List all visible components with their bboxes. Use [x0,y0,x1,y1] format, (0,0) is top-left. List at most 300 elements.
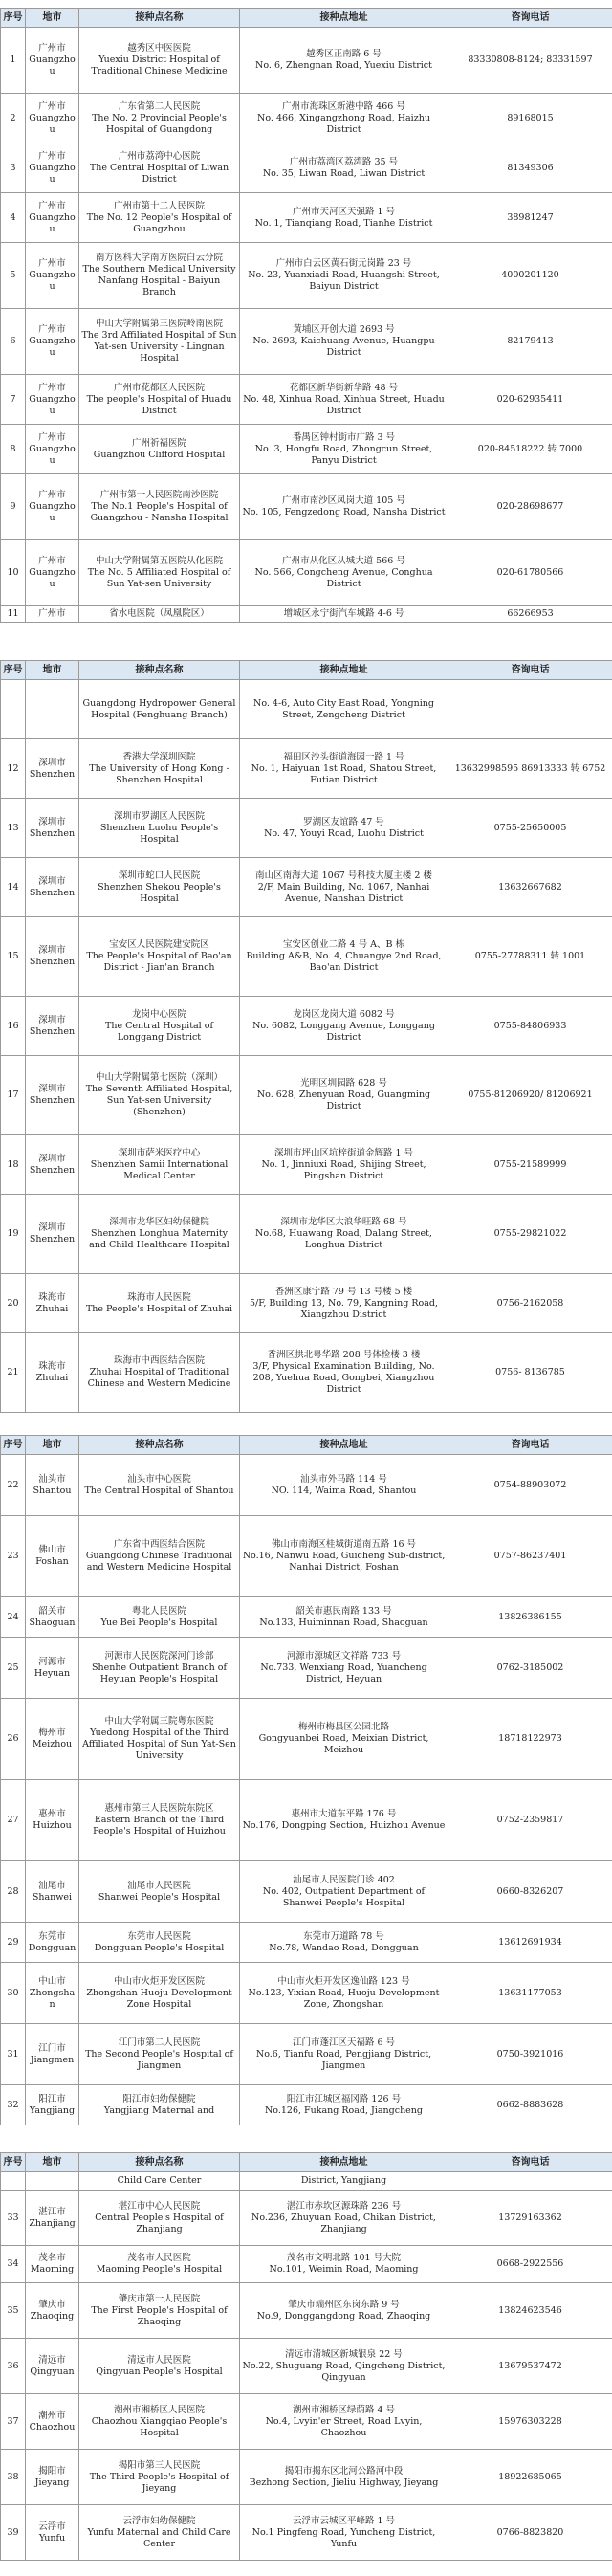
site-address-cell [240,2505,448,2561]
site-name-cell [79,1923,240,1963]
site-address-zh: 黄埔区开创大道 2693 号 [293,324,395,335]
city-name-en: Shenzhen [29,1095,76,1106]
table-row [1,2246,612,2283]
city-name-zh: 汕头市 [38,1473,66,1485]
city-name-en: Shenzhen [29,1234,76,1244]
site-name-zh: 深圳市龙华区妇幼保健院 [109,1217,209,1227]
site-address-zh: 东莞市万道路 78 号 [303,1930,384,1942]
phone-cell: 13824623546 [448,2283,612,2339]
site-name-zh: 江门市第二人民医院 [118,2037,201,2048]
site-address-cell [240,1516,448,1597]
city-cell [26,2283,79,2339]
city-name-en: Qingyuan [30,2366,75,2377]
site-name-en: The No. 5 Affiliated Hospital of Sun Yat-sen University [87,567,231,589]
site-address-zh: 光明区圳园路 628 号 [300,1078,387,1089]
phone-cell: 13679537472 [448,2339,612,2394]
site-name-cell [79,1597,240,1638]
site-address-zh: 汕尾市人民医院门诊 402 [293,1874,395,1885]
site-name-zh: 宝安区人民医院建安院区 [109,939,209,950]
row-number: 18 [1,1135,26,1195]
site-address-zh: 湛江市赤坎区源珠路 236 号 [286,2200,402,2212]
city-cell [26,425,79,474]
city-cell [26,1056,79,1135]
site-name-zh: 中山市火炬开发区医院 [113,1975,205,1987]
site-address-en: No. 4-6, Auto City East Road, Yongning Street, Zengcheng District [253,697,434,720]
table-row [1,2505,612,2561]
vaccination-sites-table [0,2152,612,2561]
row-number: 14 [1,858,26,917]
city-name-zh: 广州市 [38,150,66,162]
row-number: 32 [1,2085,26,2125]
row-number: 6 [1,309,26,375]
site-name-cell [79,858,240,917]
site-name-cell [79,94,240,143]
site-address-zh: 梅州市梅县区公园北路 [297,1722,389,1732]
site-name-cell [79,799,240,858]
row-number: 20 [1,1274,26,1333]
city-name-en: Huizhou [33,1820,72,1831]
row-number: 33 [1,2191,26,2246]
row-number: 15 [1,917,26,997]
site-name-cell [79,2394,240,2450]
site-name-cell [79,2191,240,2246]
city-name-en: Shenzhen [29,827,76,839]
table-row [1,2283,612,2339]
phone-cell: 0752-2359817 [448,1780,612,1861]
city-cell [26,309,79,375]
city-cell [26,2191,79,2246]
site-name-zh: 龙岗中心医院 [131,1008,186,1020]
site-name-zh: 省水电医院（凤凰院区） [109,608,209,619]
site-name-cell [79,309,240,375]
city-cell [26,2246,79,2283]
site-address-zh: 阳江市江城区福冈路 126 号 [286,2093,402,2104]
phone-cell: 0750-3921016 [448,2024,612,2085]
site-name-cell [79,193,240,243]
site-name-zh: 广东省第二人民医院 [118,100,201,112]
column-header-no: 序号 [1,661,26,680]
site-name-cell [79,1274,240,1333]
phone-cell: 81349306 [448,143,612,193]
site-name-en: Shenzhen Shekou People's Hospital [98,881,221,904]
site-name-en: Zhongshan Huoju Development Zone Hospital [86,1987,232,2010]
city-name-zh: 韶关市 [38,1605,66,1617]
column-header-phone: 咨询电话 [448,2153,612,2172]
site-name-en: The Seventh Affiliated Hospital, Sun Yat-sen University (Shenzhen) [85,1084,233,1117]
header-row [1,2153,612,2172]
phone-cell: 0762-3185002 [448,1638,612,1699]
city-name-zh: 广州市 [38,556,66,566]
site-address-en: No.16, Nanwu Road, Guicheng Sub-district, Nanhai District, Foshan [242,1551,446,1573]
table-row [1,1135,612,1195]
table-row [1,425,612,474]
city-name-en: Zhongshan [29,1987,76,2010]
site-name-cell [79,1861,240,1923]
site-address-zh: 惠州市大道东平路 176 号 [291,1809,397,1819]
site-address-cell [240,1455,448,1516]
column-header-no: 序号 [1,1436,26,1455]
site-name-cell [79,425,240,474]
table-row [1,540,612,606]
table-row [1,858,612,917]
column-header-city: 地市 [26,9,79,28]
site-name-zh: 广东省中西医结合医院 [113,1539,205,1550]
row-number: 35 [1,2283,26,2339]
site-address-en: No. 105, Fengzedong Road, Nansha District [242,507,446,517]
city-name-en: Guangzhou [29,567,76,589]
site-name-cell [79,1195,240,1274]
site-name-zh: 珠海市人民医院 [127,1291,191,1303]
row-number: 39 [1,2505,26,2561]
site-address-en: No. 466, Xingangzhong Road, Haizhu District [257,112,430,135]
site-name-en: Child Care Center [117,2175,202,2186]
city-name-en: Heyuan [33,1667,71,1679]
phone-cell: 0755-84806933 [448,997,612,1056]
site-name-zh: 惠州市第三人民医院东院区 [104,1803,214,1814]
column-header-phone: 咨询电话 [448,1436,612,1455]
site-name-en: Guangdong Hydropower General Hospital (Fenghuang Branch) [82,697,236,720]
phone-cell: 38981247 [448,193,612,243]
city-name-zh: 广州市 [38,431,66,443]
site-name-zh: 香港大学深圳医院 [122,751,196,762]
city-name-zh: 深圳市 [38,1084,66,1094]
city-cell [26,375,79,425]
city-name-zh: 佛山市 [38,1545,66,1555]
site-name-en: Shanwei People's Hospital [98,1891,221,1903]
table-row [1,2191,612,2246]
row-number: 36 [1,2339,26,2394]
city-name-en: Guangzhou [29,443,76,466]
site-address-cell [240,143,448,193]
city-cell [26,474,79,540]
site-address-cell [240,1638,448,1699]
row-number: 3 [1,143,26,193]
city-name-zh: 深圳市 [38,757,66,768]
phone-cell: 89168015 [448,94,612,143]
city-name-zh: 揭阳市 [38,2465,66,2477]
table-row [1,1274,612,1333]
site-name-en: The Central Hospital of Shantou [84,1485,234,1496]
city-name-en: Shenzhen [29,957,76,967]
phone-cell: 0755-25650005 [448,799,612,858]
column-header-city: 地市 [26,661,79,680]
city-name-en: Shenzhen [29,1164,76,1176]
site-address-cell [240,94,448,143]
row-number [1,680,26,739]
site-address-cell [240,2246,448,2283]
site-name-zh: 珠海市中西医结合医院 [113,1355,205,1366]
site-name-en: The Southern Medical University Nanfang Hospital - Baiyun Branch [82,264,236,297]
city-name-en: Zhuhai [35,1373,69,1383]
row-number: 10 [1,540,26,606]
site-name-en: The Second People's Hospital of Jiangmen [85,2048,233,2071]
city-cell [26,2085,79,2125]
site-name-zh: 揭阳市第三人民医院 [118,2459,201,2471]
site-name-cell [79,2085,240,2125]
table-row [1,309,612,375]
site-address-en: No. 566, Congcheng Avenue, Conghua District [254,567,433,589]
city-cell [26,680,79,739]
site-address-en: NO. 114, Waima Road, Shantou [271,1485,417,1496]
city-name-zh: 湛江市 [38,2206,66,2217]
city-name-zh: 珠海市 [38,1291,66,1303]
city-cell [26,2450,79,2505]
table-row [1,1638,612,1699]
table-row [1,1333,612,1413]
table-row [1,1056,612,1135]
site-address-en: 2/F, Main Building, No. 1067, Nanhai Avenue, Nanshan District [257,881,430,904]
city-name-zh: 汕尾市 [38,1880,66,1891]
site-address-zh: 广州市天河区天强路 1 号 [292,206,396,217]
site-name-zh: 广州祈福医院 [131,437,186,449]
phone-cell: 0755-21589999 [448,1135,612,1195]
site-address-cell [240,1780,448,1861]
row-number: 2 [1,94,26,143]
site-address-cell [240,540,448,606]
row-number: 26 [1,1699,26,1780]
city-name-zh: 深圳市 [38,1153,66,1164]
table-row [1,1923,612,1963]
phone-cell: 0766-8823820 [448,2505,612,2561]
site-address-zh: 揭阳市揭东区北河公路河中段 [284,2465,404,2477]
city-cell [26,2024,79,2085]
column-header-name: 接种点名称 [79,9,240,28]
site-address-cell [240,193,448,243]
site-name-en: The Third People's Hospital of Jieyang [89,2471,230,2494]
site-address-cell [240,606,448,623]
site-address-zh: 汕头市外马路 114 号 [300,1473,387,1485]
site-address-cell [240,1195,448,1274]
city-name-zh: 云浮市 [38,2521,66,2532]
header-row [1,661,612,680]
phone-cell: 13729163362 [448,2191,612,2246]
table-row [1,1195,612,1274]
table-row [1,917,612,997]
column-header-city: 地市 [26,1436,79,1455]
city-name-en: Meizhou [32,1739,73,1750]
city-cell [26,1638,79,1699]
site-name-en: Qingyuan People's Hospital [96,2366,223,2377]
phone-cell: 83330808-8124; 83331597 [448,28,612,94]
site-name-cell [79,1056,240,1135]
site-address-zh: 龙岗区龙岗大道 6082 号 [293,1008,395,1020]
table-row [1,2085,612,2125]
row-number: 25 [1,1638,26,1699]
site-name-cell [79,2024,240,2085]
phone-cell: 0754-88903072 [448,1455,612,1516]
row-number: 38 [1,2450,26,2505]
city-cell [26,1923,79,1963]
city-cell [26,739,79,799]
site-address-zh: 深圳市坪山区坑梓街道金辉路 1 号 [273,1147,414,1158]
column-header-addr: 接种点地址 [240,2153,448,2172]
phone-cell: 13826386155 [448,1597,612,1638]
site-address-cell [240,425,448,474]
city-cell [26,2394,79,2450]
site-name-en: Yuedong Hospital of the Third Affiliated Hospital of Sun Yat-Sen University [82,1728,236,1761]
city-name-zh: 中山市 [38,1975,66,1987]
site-address-zh: 茂名市文明北路 101 号大院 [286,2253,402,2263]
site-address-en: No. 628, Zhenyuan Road, Guangming District [256,1090,431,1112]
site-name-en: Guangzhou Clifford Hospital [93,449,226,460]
site-address-cell [240,1333,448,1413]
city-name-en: Shanwei [32,1891,73,1903]
phone-cell: 020-84518222 转 7000 [448,425,612,474]
row-number: 30 [1,1963,26,2024]
site-address-cell [240,1963,448,2024]
city-name-en: Guangzhou [29,211,76,234]
site-name-cell [79,739,240,799]
city-name-zh: 广州市 [38,43,66,54]
row-number: 37 [1,2394,26,2450]
site-address-cell [240,858,448,917]
site-name-en: The people's Hospital of Huadu District [86,393,232,416]
row-number: 11 [1,606,26,623]
site-address-zh: 佛山市南海区桂城街道南五路 16 号 [271,1539,417,1550]
city-name-zh: 深圳市 [38,945,66,956]
table-page-4 [0,2152,612,2564]
phone-cell: 0668-2922556 [448,2246,612,2283]
city-name-en: Shenzhen [29,768,76,780]
city-cell [26,1963,79,2024]
site-address-en: No. 6, Zhengnan Road, Yuexiu District [255,60,432,71]
site-address-en: No.101, Weimin Road, Maoming [269,2264,419,2275]
site-name-zh: 东莞市人民医院 [127,1930,191,1942]
city-name-zh: 梅州市 [38,1728,66,1738]
site-name-zh: 中山大学附属第三医院岭南医院 [95,319,223,329]
site-address-zh: 花都区新华街新华路 48 号 [289,382,399,393]
site-name-cell [79,1638,240,1699]
city-cell [26,1135,79,1195]
site-name-en: Maoming People's Hospital [96,2264,223,2275]
site-name-zh: 越秀区中医医院 [127,43,191,54]
site-address-cell [240,1923,448,1963]
city-name-zh: 深圳市 [38,1222,66,1233]
site-address-zh: 广州市南沙区凤岗大道 105 号 [282,495,405,506]
site-address-en: No. 1, Jinniuxi Road, Shijing Street, Pingshan District [261,1158,426,1181]
table-row [1,28,612,94]
city-name-en: Foshan [35,1556,69,1567]
city-name-en: Chaozhou [29,2421,76,2433]
city-name-en: Guangzhou [29,393,76,416]
city-name-zh: 阳江市 [38,2093,66,2104]
city-name-en: Guangzhou [29,270,76,292]
site-address-zh: 香洲区康宁路 79 号 13 号楼 5 楼 [274,1286,413,1297]
phone-cell: 0755-29821022 [448,1195,612,1274]
site-address-cell [240,2172,448,2191]
site-name-en: Eastern Branch of the Third People's Hospital of Huizhou [93,1815,226,1837]
city-name-en: Zhanjiang [29,2217,76,2229]
site-name-en: The No. 2 Provincial People's Hospital of Guangdong [92,112,227,135]
column-header-phone: 咨询电话 [448,9,612,28]
site-name-en: Shenzhen Samii International Medical Center [90,1158,229,1181]
site-address-en: No.1 Pingfeng Road, Yuncheng District, Yunfu [251,2526,436,2549]
site-address-zh: 宝安区创业二路 4 号 A、B 栋 [283,939,404,950]
table-row [1,997,612,1056]
site-name-en: Yue Bei People's Hospital [100,1617,218,1628]
phone-cell: 13612691934 [448,1923,612,1963]
row-number: 13 [1,799,26,858]
site-address-en: No.126, Fukang Road, Jiangcheng [264,2104,424,2116]
site-address-cell [240,2191,448,2246]
site-address-cell [240,2024,448,2085]
site-name-cell [79,1516,240,1597]
city-name-en: Zhuhai [35,1303,69,1314]
city-cell [26,2339,79,2394]
city-name-zh: 深圳市 [38,816,66,827]
site-address-cell [240,739,448,799]
site-name-en: Guangdong Chinese Traditional and Western Medicine Hospital [85,1551,233,1573]
site-address-en: No.236, Zhuyuan Road, Chikan District, Zhanjiang [251,2212,436,2235]
row-number: 8 [1,425,26,474]
phone-cell: 0757-86237401 [448,1516,612,1597]
table-row [1,1597,612,1638]
site-address-zh: 香洲区拱北粤华路 208 号体检楼 3 楼 [267,1350,421,1360]
phone-cell: 020-28698677 [448,474,612,540]
site-address-cell [240,1056,448,1135]
site-name-en: Chaozhou Xiangqiao People's Hospital [91,2415,228,2438]
site-name-en: Central People's Hospital of Zhanjiang [95,2212,224,2235]
site-address-cell [240,1274,448,1333]
row-number: 7 [1,375,26,425]
site-address-zh: 南山区南海大道 1067 号科技大厦主楼 2 楼 [255,870,432,881]
table-row [1,1699,612,1780]
site-name-cell [79,474,240,540]
site-name-en: The Central Hospital of Longgang District [105,1020,213,1043]
city-cell [26,799,79,858]
column-header-city: 地市 [26,2153,79,2172]
site-name-zh: 中山大学附属第七医院（深圳） [95,1072,223,1083]
site-address-zh: 番禺区钟村街市广路 3 号 [292,431,396,443]
site-address-cell [240,1135,448,1195]
site-address-en: No.4, Lvyin'er Street, Road Lvyin, Chaozhou [265,2415,423,2438]
site-name-en: Dongguan People's Hospital [94,1942,225,1953]
site-address-zh: 广州市海珠区新港中路 466 号 [282,100,405,112]
table-row [1,94,612,143]
table-row [1,1516,612,1597]
city-name-en: Shenzhen [29,1025,76,1037]
site-address-zh: 罗湖区友谊路 47 号 [303,816,384,827]
phone-cell: 020-62935411 [448,375,612,425]
site-address-en: No.68, Huawang Road, Dalang Street, Longhua District [255,1228,432,1250]
column-header-no: 序号 [1,2153,26,2172]
site-name-zh: 深圳市罗湖区人民医院 [113,810,205,822]
site-name-cell [79,2450,240,2505]
site-address-cell [240,917,448,997]
city-name-en: Yunfu [38,2532,66,2543]
phone-cell: 0755-27788311 转 1001 [448,917,612,997]
city-name-zh: 深圳市 [38,1014,66,1025]
city-name-zh: 广州市 [38,324,66,335]
site-address-zh: 云浮市云城区平峰路 1 号 [292,2515,396,2526]
city-name-zh: 清远市 [38,2354,66,2366]
row-number: 28 [1,1861,26,1923]
city-name-en: Maoming [30,2264,75,2275]
vaccination-sites-table [0,1435,612,2125]
row-number: 27 [1,1780,26,1861]
table-row [1,2450,612,2505]
table-row [1,739,612,799]
phone-cell: 0660-8326207 [448,1861,612,1923]
site-name-en: The University of Hong Kong - Shenzhen Hospital [89,762,230,785]
phone-cell: 15976303228 [448,2394,612,2450]
site-name-cell [79,2339,240,2394]
site-address-en: Building A&B, No. 4, Chuangye 2nd Road, Bao'an District [246,951,442,973]
city-cell [26,1274,79,1333]
site-address-en: No. 402, Outpatient Department of Shanwei People's Hospital [262,1885,426,1908]
city-cell [26,606,79,623]
site-name-cell [79,1699,240,1780]
